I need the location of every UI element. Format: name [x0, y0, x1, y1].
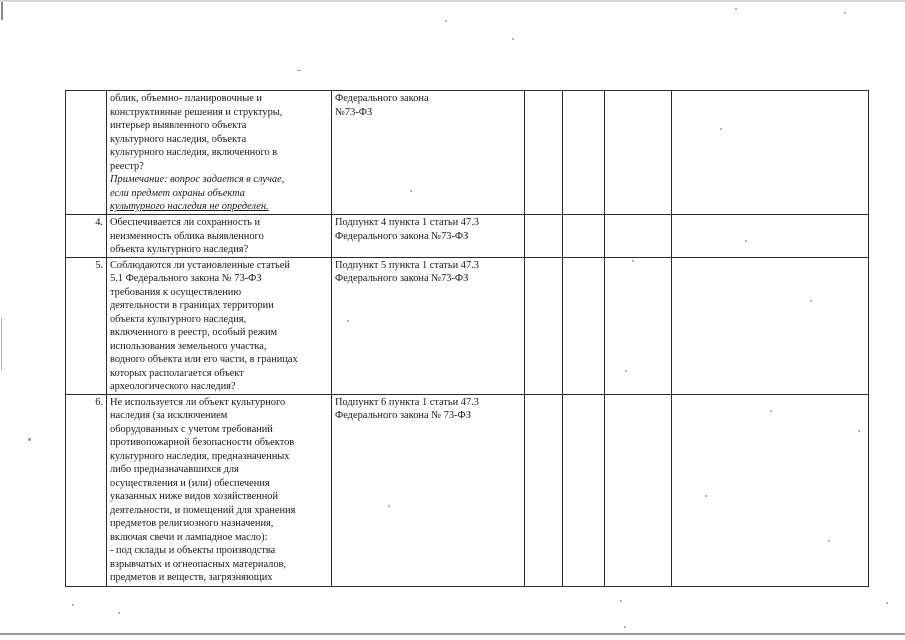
requirement-line: взрывчатых и огнеопасных материалов, — [110, 558, 287, 570]
requirement-line: 5.1 Федерального закона № 73-ФЗ — [110, 273, 262, 284]
scan-speck — [886, 602, 888, 604]
answer-na-cell — [605, 215, 672, 258]
requirement-line: Соблюдаются ли установленные статьей — [110, 259, 290, 271]
checklist-table — [65, 90, 869, 587]
requirement-line: включая свечи и лампадное масло): — [110, 531, 268, 543]
requirement-line: деятельности в границах территории — [110, 300, 274, 311]
requirement-line: объекта культурного наследия, — [110, 313, 247, 325]
answer-no-cell — [563, 257, 605, 394]
basis-line: Подпункт 4 пункта 1 статьи 47.3 — [335, 217, 479, 228]
requirement-note — [110, 173, 328, 214]
note-line: Примечание: вопрос задается в случае, — [110, 174, 285, 185]
requirement-line: которых располагается объект — [110, 367, 244, 379]
requirement-line: водного объекта или его части, в границах — [110, 354, 298, 365]
requirement-line: Не используется ли объект культурного — [110, 396, 286, 408]
scan-binding-mark — [1, 318, 2, 370]
scan-speck — [297, 70, 301, 71]
requirement-line: неизменность облика выявленного — [110, 230, 264, 242]
scan-speck — [620, 600, 622, 602]
legal-basis-cell — [332, 394, 525, 586]
requirement-line: культурного наследия, включенного в — [110, 147, 278, 158]
requirement-line: - под склады и объекты производства — [110, 545, 276, 556]
answer-yes-cell — [525, 215, 563, 258]
requirement-line: культурного наследия, предназначенных — [110, 450, 290, 462]
requirement-line: включенного в реестр, особый режим — [110, 327, 278, 338]
answer-yes-cell — [525, 257, 563, 394]
requirement-line: Обеспечивается ли сохранность и — [110, 217, 261, 228]
answer-na-cell — [605, 394, 672, 586]
answer-yes-cell — [525, 394, 563, 586]
legal-basis-cell — [332, 215, 525, 258]
remarks-cell — [672, 394, 869, 586]
answer-no-cell — [563, 215, 605, 258]
scan-edge-bottom — [0, 633, 905, 635]
basis-line: Подпункт 6 пункта 1 статьи 47.3 — [335, 396, 479, 408]
requirement-line: облик, объемно- планировочные и — [110, 93, 262, 104]
row-number: 4. — [66, 215, 107, 258]
scan-speck — [735, 8, 737, 10]
legal-basis-cell — [332, 91, 525, 215]
requirement-line: противопожарной безопасности объектов — [110, 437, 295, 448]
answer-yes-cell — [525, 91, 563, 215]
requirement-line: использования земельного участка, — [110, 340, 267, 352]
scan-speck — [118, 612, 120, 614]
remarks-cell — [672, 91, 869, 215]
answer-no-cell — [563, 394, 605, 586]
table-row — [66, 215, 869, 258]
row-number: 6. — [66, 394, 107, 586]
requirement-cell — [107, 394, 332, 586]
requirement-cell — [107, 91, 332, 215]
answer-no-cell — [563, 91, 605, 215]
requirement-line: интерьер выявленного объекта — [110, 120, 247, 131]
basis-line: Федерального закона №73-ФЗ — [335, 230, 469, 242]
basis-line: Подпункт 5 пункта 1 статьи 47.3 — [335, 259, 479, 271]
requirement-line: конструктивные решения и структуры, — [110, 106, 283, 118]
requirement-line: требования к осуществлению — [110, 286, 242, 298]
scan-speck — [844, 12, 846, 14]
basis-line: Федерального закона — [335, 93, 429, 104]
scan-speck — [72, 604, 74, 606]
requirement-line: осуществления и (или) обеспечения — [110, 477, 270, 489]
legal-basis-cell — [332, 257, 525, 394]
note-line: если предмет охраны объекта — [110, 187, 245, 199]
row-number — [66, 91, 107, 215]
scan-speck — [512, 38, 514, 40]
table-row — [66, 91, 869, 215]
table-row — [66, 257, 869, 394]
table-row — [66, 394, 869, 586]
requirement-line: культурного наследия, объекта — [110, 133, 247, 145]
row-number: 5. — [66, 257, 107, 394]
basis-line: Федерального закона №73-ФЗ — [335, 273, 469, 284]
scan-binding-mark — [1, 2, 3, 20]
scan-speck — [28, 438, 31, 441]
answer-na-cell — [605, 257, 672, 394]
scan-speck — [624, 626, 626, 628]
scan-edge-top — [0, 0, 905, 2]
answer-na-cell — [605, 91, 672, 215]
requirement-line: археологического наследия? — [110, 381, 236, 392]
note-line: культурного наследия не определен. — [110, 201, 269, 212]
requirement-cell — [107, 257, 332, 394]
basis-line: Федерального закона № 73-ФЗ — [335, 410, 471, 421]
requirement-line: предметов и веществ, загрязняющих — [110, 572, 273, 583]
requirement-line: оборудованных с учетом требований — [110, 423, 273, 435]
scan-speck — [445, 20, 447, 22]
basis-line: №73-ФЗ — [335, 106, 373, 118]
requirement-line: наследия (за исключением — [110, 410, 228, 421]
requirement-line: объекта культурного наследия? — [110, 244, 249, 255]
requirement-cell — [107, 215, 332, 258]
remarks-cell — [672, 257, 869, 394]
requirement-line: предметов религиозного назначения, — [110, 518, 274, 529]
requirement-line: либо предназначавшихся для — [110, 464, 239, 475]
requirement-line: указанных ниже видов хозяйственной — [110, 491, 279, 502]
remarks-cell — [672, 215, 869, 258]
requirement-line: деятельности, и помещений для хранения — [110, 504, 296, 516]
requirement-line: реестр? — [110, 160, 144, 172]
